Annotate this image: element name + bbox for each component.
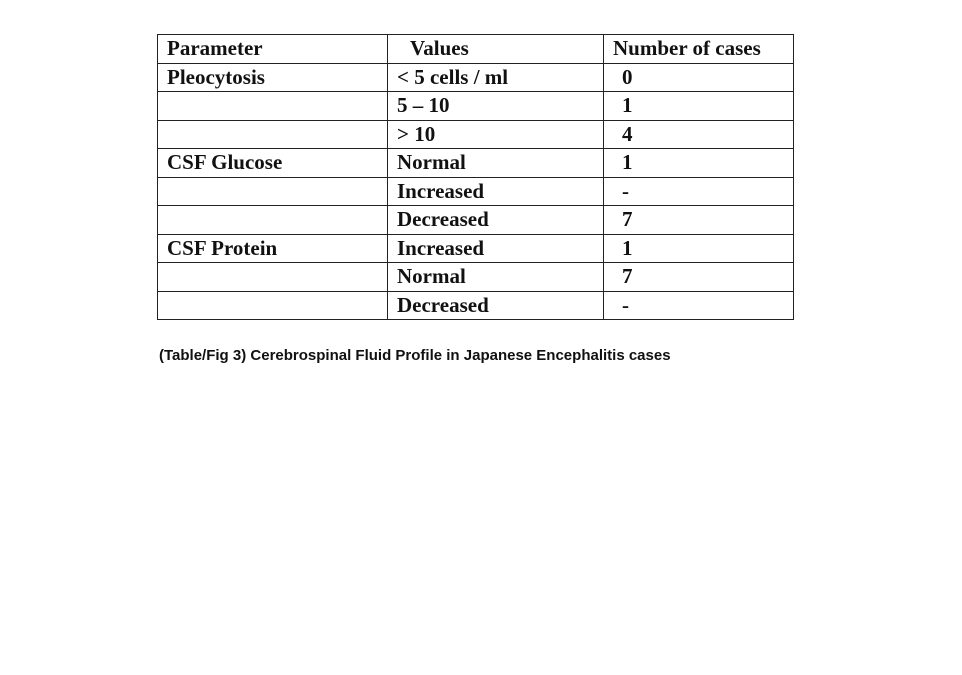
cell-value: Normal: [388, 263, 604, 292]
cell-parameter: CSF Protein: [158, 234, 388, 263]
cell-value: 5 – 10: [388, 92, 604, 121]
cell-number-of-cases: -: [604, 291, 794, 320]
table-row: [158, 120, 794, 149]
cell-number-of-cases: 7: [604, 263, 794, 292]
csf-profile-table: [157, 34, 794, 320]
cell-parameter: [158, 206, 388, 235]
header-number-of-cases: Number of cases: [604, 35, 794, 64]
cell-parameter: [158, 120, 388, 149]
cell-number-of-cases: 7: [604, 206, 794, 235]
cell-number-of-cases: 1: [604, 92, 794, 121]
cell-value: > 10: [388, 120, 604, 149]
table-row: [158, 63, 794, 92]
cell-number-of-cases: 1: [604, 234, 794, 263]
table-row: [158, 291, 794, 320]
table-row: [158, 149, 794, 178]
table-row: [158, 263, 794, 292]
cell-number-of-cases: 4: [604, 120, 794, 149]
cell-value: Decreased: [388, 291, 604, 320]
header-values: Values: [388, 35, 604, 64]
table-header-row: [158, 35, 794, 64]
cell-number-of-cases: -: [604, 177, 794, 206]
cell-value: Increased: [388, 234, 604, 263]
cell-parameter: [158, 263, 388, 292]
cell-parameter: [158, 291, 388, 320]
header-parameter: Parameter: [158, 35, 388, 64]
table-row: [158, 234, 794, 263]
table-row: [158, 206, 794, 235]
cell-number-of-cases: 1: [604, 149, 794, 178]
cell-value: < 5 cells / ml: [388, 63, 604, 92]
table-row: [158, 92, 794, 121]
table-caption: (Table/Fig 3) Cerebrospinal Fluid Profile in Japanese Encephalitis cases: [159, 347, 671, 364]
cell-value: Increased: [388, 177, 604, 206]
cell-value: Normal: [388, 149, 604, 178]
table-row: [158, 177, 794, 206]
cell-parameter: [158, 92, 388, 121]
cell-parameter: CSF Glucose: [158, 149, 388, 178]
cell-value: Decreased: [388, 206, 604, 235]
cell-parameter: Pleocytosis: [158, 63, 388, 92]
cell-number-of-cases: 0: [604, 63, 794, 92]
cell-parameter: [158, 177, 388, 206]
